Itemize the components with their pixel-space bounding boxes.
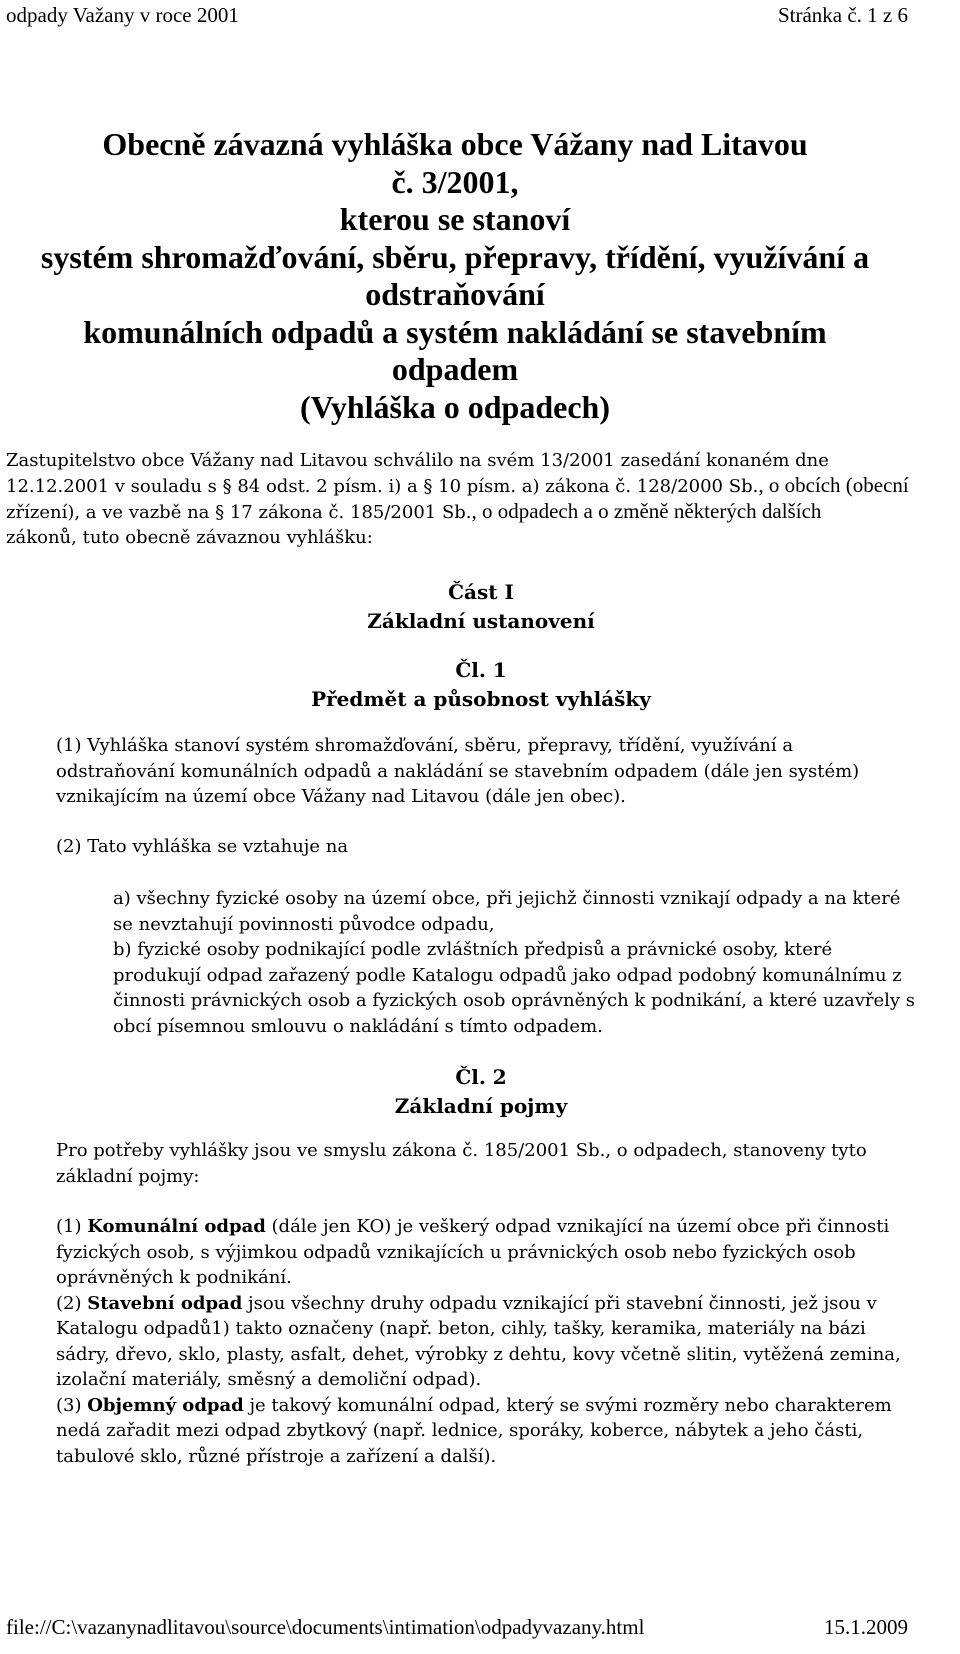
- definition-number: (2): [56, 1292, 88, 1314]
- title-line: systém shromažďování, sběru, přepravy, třídění, využívání a: [40, 238, 870, 275]
- paragraph-line: (1) Vyhláška stanoví systém shromažďování, sběru, přepravy, třídění, využívání a: [56, 735, 794, 756]
- part-heading: [56, 578, 906, 636]
- title-line: (Vyhláška o odpadech): [299, 388, 610, 425]
- list-line: obcí písemnou smlouvu o nakládání s tímto odpadem.: [113, 1015, 603, 1037]
- definition-2-line: [56, 1291, 916, 1317]
- definition-3-line: [56, 1393, 916, 1419]
- paragraph-line: odstraňování komunálních odpadů a nakládání se stavebním odpadem (dále jen systém): [56, 760, 860, 782]
- title-line: kterou se stanoví: [339, 201, 571, 237]
- paragraph-line: (2) Tato vyhláška se vztahuje na: [56, 836, 349, 857]
- article-name: Základní pojmy: [394, 1094, 568, 1118]
- definition-line: izolační materiály, směsný a demoliční odpad).: [56, 1369, 482, 1390]
- title-line: odstraňování: [365, 276, 545, 312]
- definition-line: sádry, dřevo, sklo, plasty, asfalt, dehet, výrobky z dehtu, kovy včetně slitin, vytěžená zemina,: [56, 1343, 901, 1365]
- document-title: [20, 126, 890, 426]
- part-number: Část I: [448, 580, 514, 604]
- paragraph-line: vznikajícím na území obce Vážany nad Litavou (dále jen obec).: [56, 786, 626, 807]
- definition-line: tabulové sklo, různé přístroje a zařízení a další).: [56, 1445, 497, 1467]
- preamble-line: [6, 499, 911, 525]
- definition-text: (dále jen KO) je veškerý odpad vznikající na území obce při činnosti: [265, 1216, 890, 1237]
- definition-line: nedá zařadit mezi odpad zbytkový (např. lednice, sporáky, koberce, nábytek a jeho části,: [56, 1420, 864, 1441]
- list-line: se nevztahují povinnosti původce odpadu,: [113, 913, 495, 935]
- definition-term: Objemný odpad: [87, 1394, 244, 1416]
- title-line: odpadem: [391, 351, 519, 387]
- page-footer-url: file://C:\vazanynadlitavou\source\documents\intimation\odpadyvazany.html: [6, 1615, 645, 1639]
- definitions: [56, 1214, 916, 1469]
- definition-term: Stavební odpad: [87, 1292, 243, 1314]
- list-line: b) fyzické osoby podnikající podle zvláštních předpisů a právnické osoby, které: [113, 939, 833, 960]
- definition-term: Komunální odpad: [87, 1216, 266, 1237]
- page-header-title: odpady Važany v roce 2001: [6, 3, 239, 27]
- title-line: č. 3/2001,: [391, 163, 519, 200]
- definition-text: je takový komunální odpad, který se svými rozměry nebo charakterem: [243, 1394, 892, 1416]
- article-number: Čl. 2: [455, 1065, 507, 1089]
- part-name: Základní ustanovení: [367, 609, 595, 633]
- preamble-text: 12.12.2001 v souladu s § 84 odst. 2 písm. i) a § 10 písm. a) zákona č. 128/2000 Sb.: [6, 476, 759, 497]
- definition-line: oprávněných k podnikání.: [56, 1267, 292, 1288]
- definition-1-line: [56, 1214, 916, 1240]
- preamble-line: [6, 473, 911, 499]
- title-line: Obecně závazná vyhláška obce Vážany nad Litavou: [102, 126, 808, 162]
- paragraph-line: základní pojmy:: [56, 1165, 200, 1187]
- list-line: a) všechny fyzické osoby na území obce, při jejichž činnosti vznikají odpady a na které: [113, 888, 901, 909]
- article-1-paragraph-1: [56, 733, 916, 810]
- definition-number: (1): [56, 1216, 88, 1237]
- applicability-list: [113, 886, 916, 1039]
- page-footer-date: 15.1.2009: [824, 1615, 908, 1639]
- definition-line: fyzických osob, s výjimkou odpadů vznikajících u právnických osob nebo fyzických osob: [56, 1241, 856, 1263]
- page-header-page-number: Stránka č. 1 z 6: [777, 3, 908, 27]
- definition-number: (3): [56, 1394, 88, 1416]
- paragraph-line: Pro potřeby vyhlášky jsou ve smyslu zákona č. 185/2001 Sb., o odpadech, stanoveny tyto: [56, 1140, 867, 1161]
- list-line: produkují odpad zařazený podle Katalogu odpadů jako odpad podobný komunálnímu z: [113, 964, 902, 986]
- title-line: komunálních odpadů a systém nakládání se stavebním: [83, 313, 827, 350]
- definition-line: Katalogu odpadů1) takto označeny (např. beton, cihly, tašky, keramika, materiály na bázi: [56, 1318, 866, 1339]
- article-number: Čl. 1: [455, 658, 507, 682]
- preamble-line: zákonů, tuto obecně závaznou vyhlášku:: [6, 527, 373, 548]
- article-name: Předmět a působnost vyhlášky: [311, 687, 651, 711]
- preamble-text: , o obcích (obecní: [758, 473, 909, 497]
- definition-text: jsou všechny druhy odpadu vznikající při stavební činnosti, jež jsou v: [242, 1292, 877, 1314]
- article-1-heading: [56, 656, 906, 714]
- preamble-text: zřízení), a ve vazbě na § 17 zákona č. 185/2001 Sb.: [6, 502, 472, 523]
- list-line: činnosti právnických osob a fyzických osob oprávněných k podnikání, a které uzavřely s: [113, 990, 916, 1011]
- preamble-text: , o odpadech a o změně některých dalších: [471, 499, 822, 523]
- article-1-paragraph-2: [56, 834, 916, 860]
- preamble-line: Zastupitelstvo obce Vážany nad Litavou schválilo na svém 13/2001 zasedání konaném dne: [6, 450, 829, 471]
- article-2-intro: [56, 1138, 916, 1189]
- preamble: [6, 448, 911, 550]
- article-2-heading: [56, 1063, 906, 1121]
